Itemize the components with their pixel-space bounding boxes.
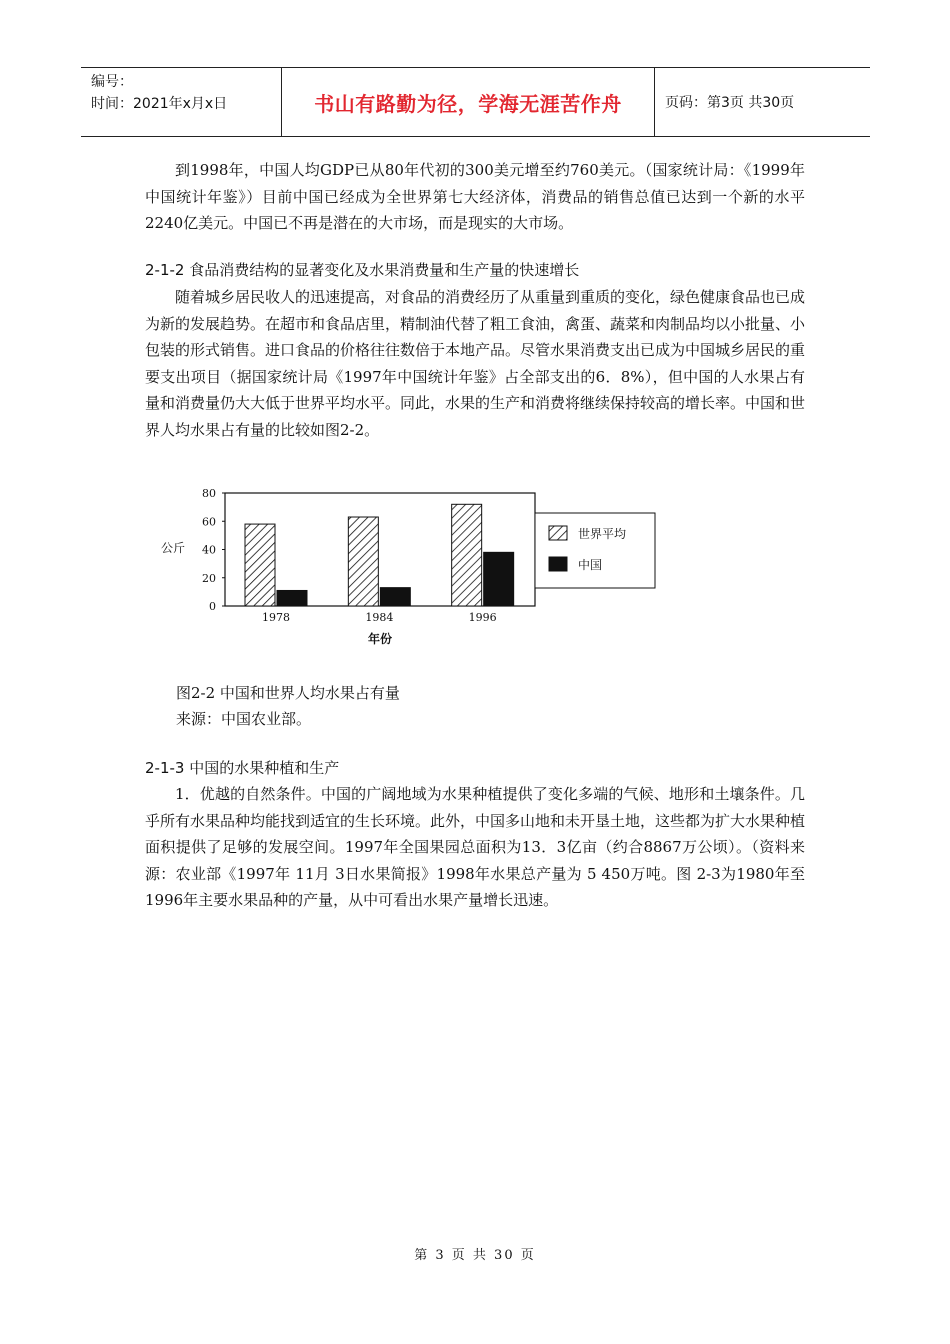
y-axis-label: 公斤	[160, 541, 186, 555]
legend-swatch-world	[549, 526, 567, 540]
number-label: 编号：	[91, 74, 133, 90]
time-label: 时间：2021年x月x日	[91, 96, 228, 112]
section-heading-2-1-2: 2-1-2 食品消费结构的显著变化及水果消费量和生产量的快速增长	[145, 261, 580, 279]
section-heading-2-1-3: 2-1-3 中国的水果种植和生产	[145, 759, 340, 777]
bar-china-1984	[380, 588, 410, 606]
y-tick-label: 20	[202, 571, 216, 585]
intro-paragraph: 到1998年，中国人均GDP已从80年代初的300美元增至约760美元。（国家统计局：《1999年中国统计年鉴》）目前中国已经成为全世界第七大经济体，消费品的销售总值已达到一个新的水平2240亿美元。中国已不再是潜在的大市场，而是现实的大市场。	[145, 161, 805, 232]
motto: 书山有路勤为径，学海无涯苦作舟	[282, 68, 655, 136]
bar-china-1978	[277, 590, 307, 606]
bar-chart	[150, 480, 670, 655]
figure-caption: 图2-2 中国和世界人均水果占有量	[176, 684, 400, 702]
bar-world-1984	[348, 517, 378, 606]
y-tick-label: 80	[202, 487, 216, 500]
page-footer: 第 3 页 共 30 页	[414, 1248, 536, 1263]
figure-source: 来源：中国农业部。	[176, 710, 312, 728]
legend-label-china: 中国	[578, 558, 603, 572]
section-paragraph-2-1-2: 随着城乡居民收人的迅速提高，对食品的消费经历了从重量到重质的变化，绿色健康食品也已成为新的发展趋势。在超市和食品店里，精制油代替了粗工食油，禽蛋、蔬菜和肉制品均以小批量、小包装的形式销售。进口食品的价格往往数倍于本地产品。尽管水果消费支出已成为中国城乡居民的重要支出项目（据国家统计局《1997年中国统计年鉴》占全部支出的6．8%），但中国的人水果占有量和消费量仍大大低于世界平均水平。同此，水果的生产和消费将继续保持较高的增长率。中国和世界人均水果占有量的比较如图2-2。	[145, 288, 806, 439]
y-tick-label: 60	[202, 515, 216, 529]
x-tick-label: 1996	[468, 611, 497, 624]
section-paragraph-2-1-3: 1．优越的自然条件。中国的广阔地域为水果种植提供了变化多端的气候、地形和土壤条件。几乎所有水果品种均能找到适宜的生长环境。此外，中国多山地和未开垦土地，这些都为扩大水果种植面积提供了足够的发展空间。1997年全国果园总面积为13．3亿亩（约合8867万公顷）。（资料来源：农业部《1997年 11月 3日水果简报》1998年水果总产量为 5 450万吨。图 2-3为1980年至1996年主要水果品种的产量，从中可看出水果产量增长迅速。	[145, 785, 806, 909]
x-tick-label: 1984	[365, 611, 394, 624]
legend-swatch-china	[549, 557, 567, 571]
y-tick-label: 0	[209, 600, 216, 613]
header-meta	[81, 68, 282, 136]
legend-label-world: 世界平均	[578, 527, 627, 541]
page-label: 页码：第3页 共30页	[665, 95, 795, 111]
legend-box	[535, 513, 655, 588]
x-tick-label: 1978	[262, 611, 290, 624]
bar-china-1996	[484, 552, 514, 606]
y-tick-label: 40	[202, 543, 216, 557]
x-axis-label: 年份	[367, 632, 393, 646]
document-header	[81, 67, 870, 137]
bar-world-1996	[452, 504, 482, 606]
bar-world-1978	[245, 524, 275, 606]
